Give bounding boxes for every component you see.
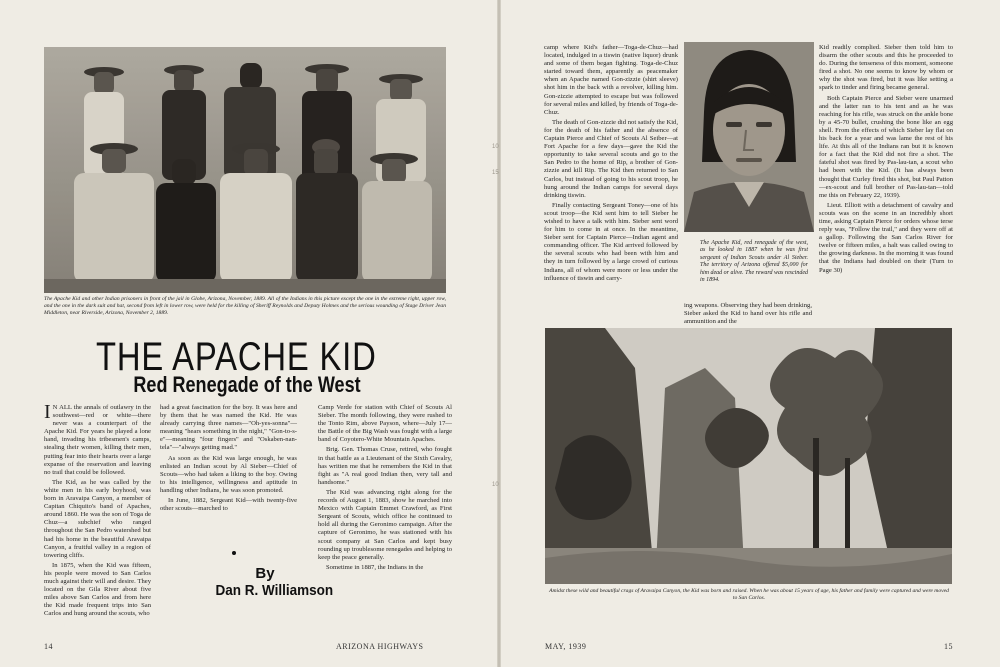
margin-mark: 15 xyxy=(492,170,499,176)
left-col2-paragraph: had a great fascination for the boy. It was here and by them that he was named the Kid. He was already carrying three names—"Oh-yes-sonna"—meaning "hears something in the night," "Gon-to-s-e"—meaning "four fingers" and "Oskaben-nan-tela"—"always getting mad." xyxy=(160,404,297,452)
issue-date: MAY, 1939 xyxy=(545,642,587,651)
left-page-number: 14 xyxy=(44,642,53,651)
right-col1-paragraph: Finally contacting Sergeant Toney—one of his scout troop—the Kid sent him to tell Sieber he wished to have a talk with him. Sieber sent word for him to come in at once. In the meantime, Sieber sent for Captain Pierce—Indian agent and commanding officer. The Kid arrived followed by the several scouts who had been with him and they in turn followed by a large crowd of curious Indians, all of whom were more or less under the influence of tiswin and carry- xyxy=(544,201,678,282)
right-col3-paragraph: Lieut. Elliott with a detachment of cavalry and scouts was on the scene in an incredibly short time, asking Captain Pierce for orders whose terse reply was, "Follow the trail," and they were off at a gallop. Following the San Carlos River for twelve or fifteen miles, a halt was called owing to the growing darkness. In the morning it was found that the Indians had doubled on their (Turn to Page 30) xyxy=(819,201,953,274)
right-col1-paragraph: The death of Gon-zizzie did not satisfy the Kid, for the death of his father and the absence of Captain Pierce and Chief of Scouts Al Seiber—at Fort Apache for a few days—gave the Kid the opportunity to take several scouts and go to the San Pedro to the home of Rip, a brother of Gon-zizzie and kill Rip. The Kid then returned to San Carlos, but instead of going to his scout troop, he hung around the Indian camps for several days drinking tiswin. xyxy=(544,118,678,199)
article-title: THE APACHE KID xyxy=(96,335,377,379)
right-col3-paragraph: Both Captain Pierce and Sieber were unarmed and the latter ran to his tent and as he was reaching for his rifle, was struck on the ankle bone by a 45-70 bullet, crushing the bone like an egg shell. From the effects of which Sieber lay flat on his back for a year and was lame the rest of his life. At this all of the Indians ran but it is known for a fact that the Kid did not fire a shot. The fateful shot was fired by Pas-lau-tan, a scout who had been with the Kid. (It has always been thought that Curley fired this shot, but Paul Patton—ex-scout and full brother of Pas-lau-tan—told me this on February 22, 1939). xyxy=(819,94,953,199)
right-col1-paragraph: camp where Kid's father—Toga-de-Chuz—had located, indulged in a tiswin (native liquor) drunk and some of them began fighting. Toga-de-Chuz started toward them, apparently as peacemaker when an Apache named Gon-zizzie (shirt sleeve) shot him in the back with a revolver, killing him. Gon-zizzie attempted to escape but was followed for several miles and killed, by friends of Toga-de-Chuz. xyxy=(544,44,678,116)
page-gutter xyxy=(497,0,501,667)
left-col1-paragraph: The Kid, as he was called by the white men in his early boyhood, was born in Aravaipa Canyon, a member of Capitan Chiquito's band of Apaches, around 1860. He was the son of Toga de Chuz—a subchief who ranged throughout the San Pedro watershed but had his home in the beautiful Aravaipa Canyon, a fruitful valley in a region of towering cliffs. xyxy=(44,478,151,559)
left-column-2 xyxy=(160,404,297,546)
margin-mark: 10 xyxy=(492,144,499,150)
apache-kid-portrait xyxy=(684,42,814,232)
divider-dot xyxy=(232,551,236,555)
drop-cap: I xyxy=(44,404,51,423)
left-col3-paragraph: The Kid was advancing right along for the records of August 1, 1883, show he marched into Mexico with Captain Emmet Crawford, as First Sergeant of Scouts, which office he continued to hold all during the Geronimo campaign. After the capture of Geronimo, he was stationed with his scout company at San Carlos and kept busy rounding up troublesome renegades and helping to keep the peace generally. xyxy=(318,488,452,561)
left-col3-paragraph: Camp Verde for station with Chief of Scouts Al Sieber. The month following, they were rushed to the Tonto Rim, above Payson, where—July 17—the Battle of the Big Wash was fought with a large band of Coyotero-White Mountain Apaches. xyxy=(318,404,452,444)
left-col3-paragraph: Sometime in 1887, the Indians in the xyxy=(326,563,424,571)
left-column-1 xyxy=(44,404,151,636)
byline-author: Dan R. Williamson xyxy=(215,582,334,599)
left-column-3 xyxy=(318,404,452,636)
right-page-number: 15 xyxy=(944,642,953,651)
right-column-2-bottom xyxy=(684,302,812,328)
portrait-caption: The Apache Kid, red renegade of the west, as he looked in 1887 when he was first sergeant of Indian Scouts under Al Sieber. The territory of Arizona offered $5,000 for him dead or alive. The reward was rescinded in 1894. xyxy=(700,240,808,284)
magazine-name: ARIZONA HIGHWAYS xyxy=(336,642,424,651)
prisoners-group-photo xyxy=(44,47,446,293)
left-col2-paragraph: As soon as the Kid was large enough, he was enlisted an Indian scout by Al Sieber—Chief of Scouts—who had taken a liking to the boy. Owing to his intelligence, willingness and aptitude in handling other Indians, he was soon promoted. xyxy=(160,454,297,494)
left-col1-paragraph: In 1875, when the Kid was fifteen, his people were moved to San Carlos much against their will and desire. They located on the Gila River about five miles above San Carlos and from here the Kid made frequent trips into San Carlos and hung around the scouts, who xyxy=(44,561,151,618)
byline-by: By xyxy=(255,565,275,582)
right-column-1 xyxy=(544,44,678,328)
left-col3-paragraph: Brig. Gen. Thomas Cruse, retired, who fought in that battle as a Lieutenant of the Sixth Cavalry, has written me that he remembers the Kid in that fight as "A real good Indian then, very tall and handsome." xyxy=(318,446,452,486)
top-photo-caption: The Apache Kid and other Indian prisoners in front of the jail in Globe, Arizona, November, 1889. All of the Indians in this picture except the one in the extreme right, upper row, and the one in the dark suit and hat, second from left in lower row, were held for the killing of Sheriff Reynolds and Deputy Holmes and the serious wounding of Stage Driver Jean Middleton, near Riverside, Arizona, November 2, 1889. xyxy=(44,296,446,316)
right-col2-paragraph: ing weapons. Observing they had been drinking, Sieber asked the Kid to hand over his rifle and ammunition and the xyxy=(684,302,812,326)
aravaipa-canyon-photo xyxy=(545,328,952,584)
right-column-3 xyxy=(819,44,953,328)
left-col1-paragraph: I N ALL the annals of outlawry in the southwest—red or white—there never was a counterpart of the Apache Kid. For years he played a lone hand, invading his tribesmen's camps, stealing their women, killing their men, putting fear into their hearts over a large expanse of the reservation and leaving no trail that could be followed. xyxy=(44,404,151,476)
margin-mark: 10 xyxy=(492,482,499,488)
left-col2-paragraph: In June, 1882, Sergeant Kid—with twenty-five other scouts—marched to xyxy=(160,497,297,513)
article-subtitle: Red Renegade of the West xyxy=(133,372,361,397)
right-col3-paragraph: Kid readily complied. Sieber then told him to disarm the other scouts and this he proceeded to do. During the tenseness of this moment, someone fired a shot. No one seems to know by whom or why the shot was fired, but it was like setting a spark to tinder and firing became general. xyxy=(819,44,953,92)
landscape-caption: Amidst these wild and beautiful crags of Aravaipa Canyon, the Kid was born and raised. When he was about 15 years of age, his father and family were captured and were moved to San Carlos. xyxy=(549,588,949,601)
byline xyxy=(210,565,334,599)
